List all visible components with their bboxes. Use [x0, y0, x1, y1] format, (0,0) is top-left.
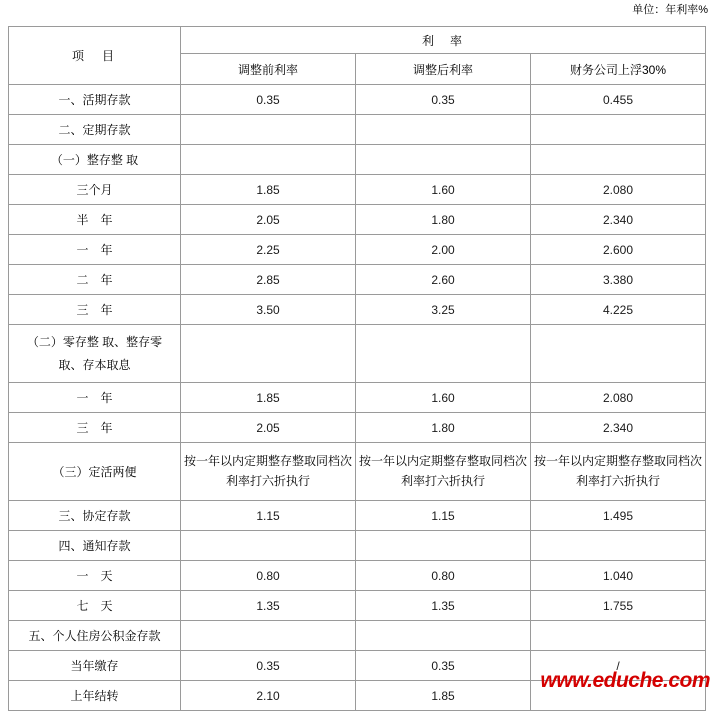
- table-row: [9, 413, 706, 443]
- rate-cell: 0.455: [531, 85, 706, 115]
- row-label: 一 年: [9, 235, 181, 265]
- table-row: [9, 205, 706, 235]
- rate-cell: 2.340: [531, 205, 706, 235]
- row-label: 半 年: [9, 205, 181, 235]
- rate-cell: 1.35: [356, 591, 531, 621]
- row-label: 三 年: [9, 413, 181, 443]
- table-row: [9, 443, 706, 501]
- rate-cell: 1.80: [356, 205, 531, 235]
- header-rate-group: 利 率: [181, 27, 706, 54]
- table-row: [9, 265, 706, 295]
- row-label-line: （二）零存整 取、整存零: [26, 334, 163, 349]
- rate-cell: 3.25: [356, 295, 531, 325]
- table-row: [9, 175, 706, 205]
- rate-cell: 按一年以内定期整存整取同档次利率打六折执行: [356, 443, 531, 501]
- rate-cell: 3.380: [531, 265, 706, 295]
- rate-cell: 2.10: [181, 681, 356, 711]
- rate-cell: 0.35: [356, 85, 531, 115]
- row-label-line: 取、存本取息: [58, 357, 131, 372]
- interest-rate-table: [8, 26, 706, 711]
- row-label: （一）整存整 取: [9, 145, 181, 175]
- rate-cell: 1.85: [181, 175, 356, 205]
- row-label: 当年缴存: [9, 651, 181, 681]
- rate-cell: 0.80: [356, 561, 531, 591]
- row-label: 一、活期存款: [9, 85, 181, 115]
- table-body: [9, 85, 706, 711]
- row-label: 七 天: [9, 591, 181, 621]
- rate-cell: 1.15: [356, 501, 531, 531]
- site-watermark: www.eduche.com: [540, 669, 710, 692]
- rate-cell: /: [531, 651, 706, 681]
- rate-cell: 0.35: [181, 85, 356, 115]
- rate-cell: [356, 115, 531, 145]
- table-row: [9, 295, 706, 325]
- header-rate-after: 调整后利率: [356, 54, 531, 85]
- rate-cell: [181, 531, 356, 561]
- table-row: [9, 115, 706, 145]
- rate-cell: 2.600: [531, 235, 706, 265]
- rate-cell: [531, 325, 706, 383]
- row-label: 一 天: [9, 561, 181, 591]
- table-row: [9, 325, 706, 383]
- table-row: [9, 383, 706, 413]
- rate-cell: 按一年以内定期整存整取同档次利率打六折执行: [181, 443, 356, 501]
- rate-cell: 1.35: [181, 591, 356, 621]
- row-label: [9, 325, 181, 383]
- table-row: [9, 531, 706, 561]
- rate-cell: [531, 145, 706, 175]
- table-row: [9, 621, 706, 651]
- rate-cell: 1.80: [356, 413, 531, 443]
- rate-cell: 0.35: [356, 651, 531, 681]
- rate-cell: 2.340: [531, 413, 706, 443]
- rate-cell: 2.080: [531, 175, 706, 205]
- rate-cell: 0.80: [181, 561, 356, 591]
- rate-cell: 2.25: [181, 235, 356, 265]
- table-row: [9, 591, 706, 621]
- rate-cell: 2.05: [181, 205, 356, 235]
- rate-cell: 2.00: [356, 235, 531, 265]
- table-row: [9, 85, 706, 115]
- rate-cell: [531, 621, 706, 651]
- rate-cell: [181, 115, 356, 145]
- rate-cell: [531, 115, 706, 145]
- rate-cell: 1.040: [531, 561, 706, 591]
- row-label: 二 年: [9, 265, 181, 295]
- row-label: 二、定期存款: [9, 115, 181, 145]
- rate-cell: 1.85: [181, 383, 356, 413]
- interest-rate-table-wrapper: [8, 26, 706, 711]
- rate-cell: [531, 531, 706, 561]
- rate-cell: [181, 145, 356, 175]
- row-label: （三）定活两便: [9, 443, 181, 501]
- rate-cell: 0.35: [181, 651, 356, 681]
- header-rate-uplift: 财务公司上浮30%: [531, 54, 706, 85]
- rate-cell: 1.60: [356, 175, 531, 205]
- rate-cell: 1.15: [181, 501, 356, 531]
- table-header-row-1: [9, 27, 706, 54]
- header-rate-before: 调整前利率: [181, 54, 356, 85]
- rate-cell: [181, 621, 356, 651]
- table-row: [9, 501, 706, 531]
- table-row: [9, 561, 706, 591]
- row-label: 五、个人住房公积金存款: [9, 621, 181, 651]
- row-label: 一 年: [9, 383, 181, 413]
- rate-cell: 1.495: [531, 501, 706, 531]
- unit-note: 单位：年利率%: [632, 4, 708, 16]
- rate-cell: [356, 621, 531, 651]
- rate-cell: 4.225: [531, 295, 706, 325]
- row-label: 四、通知存款: [9, 531, 181, 561]
- rate-cell: [181, 325, 356, 383]
- header-item: 项 目: [9, 27, 181, 85]
- rate-cell: 1.755: [531, 591, 706, 621]
- rate-cell: 2.05: [181, 413, 356, 443]
- table-row: [9, 235, 706, 265]
- rate-cell: [356, 325, 531, 383]
- rate-cell: 1.85: [356, 681, 531, 711]
- rate-cell: 按一年以内定期整存整取同档次利率打六折执行: [531, 443, 706, 501]
- rate-cell: 2.85: [181, 265, 356, 295]
- rate-cell: 2.60: [356, 265, 531, 295]
- row-label: 三 年: [9, 295, 181, 325]
- row-label: 上年结转: [9, 681, 181, 711]
- rate-cell: [356, 531, 531, 561]
- rate-cell: [356, 145, 531, 175]
- rate-cell: 3.50: [181, 295, 356, 325]
- rate-cell: 1.60: [356, 383, 531, 413]
- table-row: [9, 145, 706, 175]
- rate-cell: 2.080: [531, 383, 706, 413]
- table-head: [9, 27, 706, 85]
- row-label: 三个月: [9, 175, 181, 205]
- row-label: 三、协定存款: [9, 501, 181, 531]
